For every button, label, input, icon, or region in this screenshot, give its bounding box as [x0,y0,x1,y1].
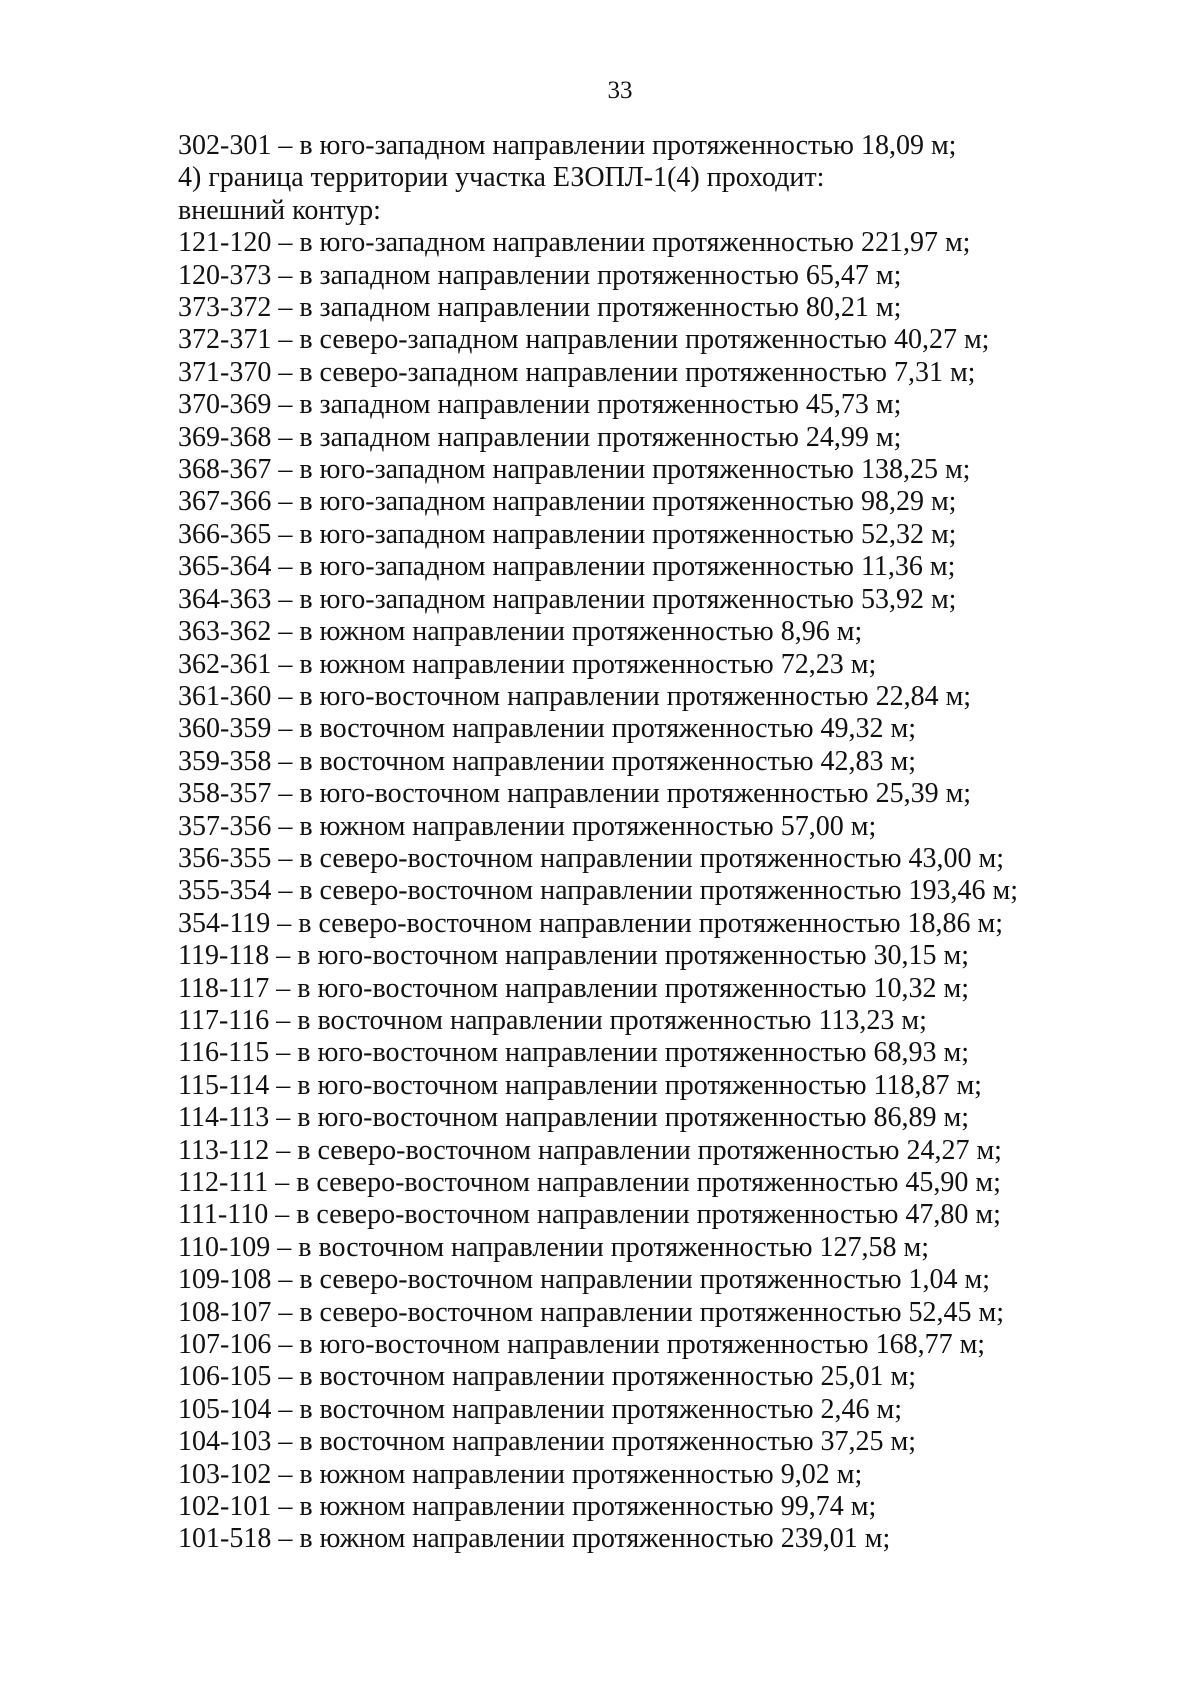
boundary-segment-line: 117-116 – в восточном направлении протяженностью 113,23 м; [178,1004,927,1036]
section-heading: 4) граница территории участка ЕЗОПЛ-1(4) проходит: [178,162,825,194]
boundary-segment-line: 356-355 – в северо-восточном направлении протяженностью 43,00 м; [178,842,1005,874]
segment-list [178,227,1078,1556]
boundary-segment-line: 116-115 – в юго-восточном направлении протяженностью 68,93 м; [178,1037,969,1069]
boundary-segment-line: 359-358 – в восточном направлении протяженностью 42,83 м; [178,745,917,777]
boundary-segment-line: 110-109 – в восточном направлении протяженностью 127,58 м; [178,1231,929,1263]
boundary-segment-line: 102-101 – в южном направлении протяженностью 99,74 м; [178,1491,877,1523]
boundary-segment-line: 112-111 – в северо-восточном направлении протяженностью 45,90 м; [178,1167,1001,1198]
boundary-segment-line: 367-366 – в юго-западном направлении протяженностью 98,29 м; [178,486,957,518]
boundary-segment-line: 104-103 – в восточном направлении протяженностью 37,25 м; [178,1426,917,1458]
boundary-segment-line: 354-119 – в северо-восточном направлении протяженностью 18,86 м; [178,907,1004,939]
boundary-segment-line: 370-369 – в западном направлении протяженностью 45,73 м; [178,389,902,421]
boundary-segment-line: 108-107 – в северо-восточном направлении протяженностью 52,45 м; [178,1296,1005,1328]
boundary-segment-line: 106-105 – в восточном направлении протяженностью 25,01 м; [178,1361,917,1393]
boundary-segment-line: 355-354 – в северо-восточном направлении протяженностью 193,46 м; [178,875,1019,907]
boundary-segment-line: 360-359 – в восточном направлении протяженностью 49,32 м; [178,713,917,745]
page-number: 33 [607,77,633,104]
boundary-segment-line: 107-106 – в юго-восточном направлении протяженностью 168,77 м; [178,1329,986,1361]
boundary-segment-line: 371-370 – в северо-западном направлении протяженностью 7,31 м; [178,356,976,388]
boundary-segment-line: 119-118 – в юго-восточном направлении протяженностью 30,15 м; [178,940,969,972]
boundary-segment-line: 363-362 – в южном направлении протяженностью 8,96 м; [178,616,863,648]
intro-line: 302-301 – в юго-западном направлении протяженностью 18,09 м; [178,130,957,161]
boundary-segment-line: 368-367 – в юго-западном направлении протяженностью 138,25 м; [178,454,971,486]
contour-label: внешний контур: [178,194,381,226]
boundary-segment-line: 120-373 – в западном направлении протяженностью 65,47 м; [178,259,902,291]
boundary-segment-line: 118-117 – в юго-восточном направлении протяженностью 10,32 м; [178,972,969,1004]
boundary-segment-line: 365-364 – в юго-западном направлении протяженностью 11,36 м; [178,551,956,583]
boundary-segment-line: 366-365 – в юго-западном направлении протяженностью 52,32 м; [178,518,957,550]
boundary-segment-line: 358-357 – в юго-восточном направлении протяженностью 25,39 м; [178,778,972,810]
boundary-segment-line: 105-104 – в восточном направлении протяженностью 2,46 м; [178,1393,903,1425]
document-body [178,130,1078,1556]
boundary-segment-line: 114-113 – в юго-восточном направлении протяженностью 86,89 м; [178,1102,969,1134]
boundary-segment-line: 372-371 – в северо-западном направлении протяженностью 40,27 м; [178,324,990,356]
boundary-segment-line: 362-361 – в южном направлении протяженностью 72,23 м; [178,648,877,680]
boundary-segment-line: 364-363 – в юго-западном направлении протяженностью 53,92 м; [178,583,957,615]
boundary-segment-line: 109-108 – в северо-восточном направлении протяженностью 1,04 м; [178,1264,991,1296]
boundary-segment-line: 113-112 – в северо-восточном направлении протяженностью 24,27 м; [178,1134,1002,1166]
boundary-segment-line: 115-114 – в юго-восточном направлении протяженностью 118,87 м; [178,1069,982,1101]
boundary-segment-line: 111-110 – в северо-восточном направлении протяженностью 47,80 м; [178,1199,1001,1231]
boundary-segment-line: 369-368 – в западном направлении протяженностью 24,99 м; [178,421,902,453]
boundary-segment-line: 357-356 – в южном направлении протяженностью 57,00 м; [178,810,877,842]
boundary-segment-line: 103-102 – в южном направлении протяженностью 9,02 м; [178,1458,863,1490]
boundary-segment-line: 373-372 – в западном направлении протяженностью 80,21 м; [178,292,902,324]
boundary-segment-line: 101-518 – в южном направлении протяженностью 239,01 м; [178,1523,891,1555]
boundary-segment-line: 361-360 – в юго-восточном направлении протяженностью 22,84 м; [178,680,972,712]
boundary-segment-line: 121-120 – в юго-западном направлении протяженностью 221,97 м; [178,227,971,259]
